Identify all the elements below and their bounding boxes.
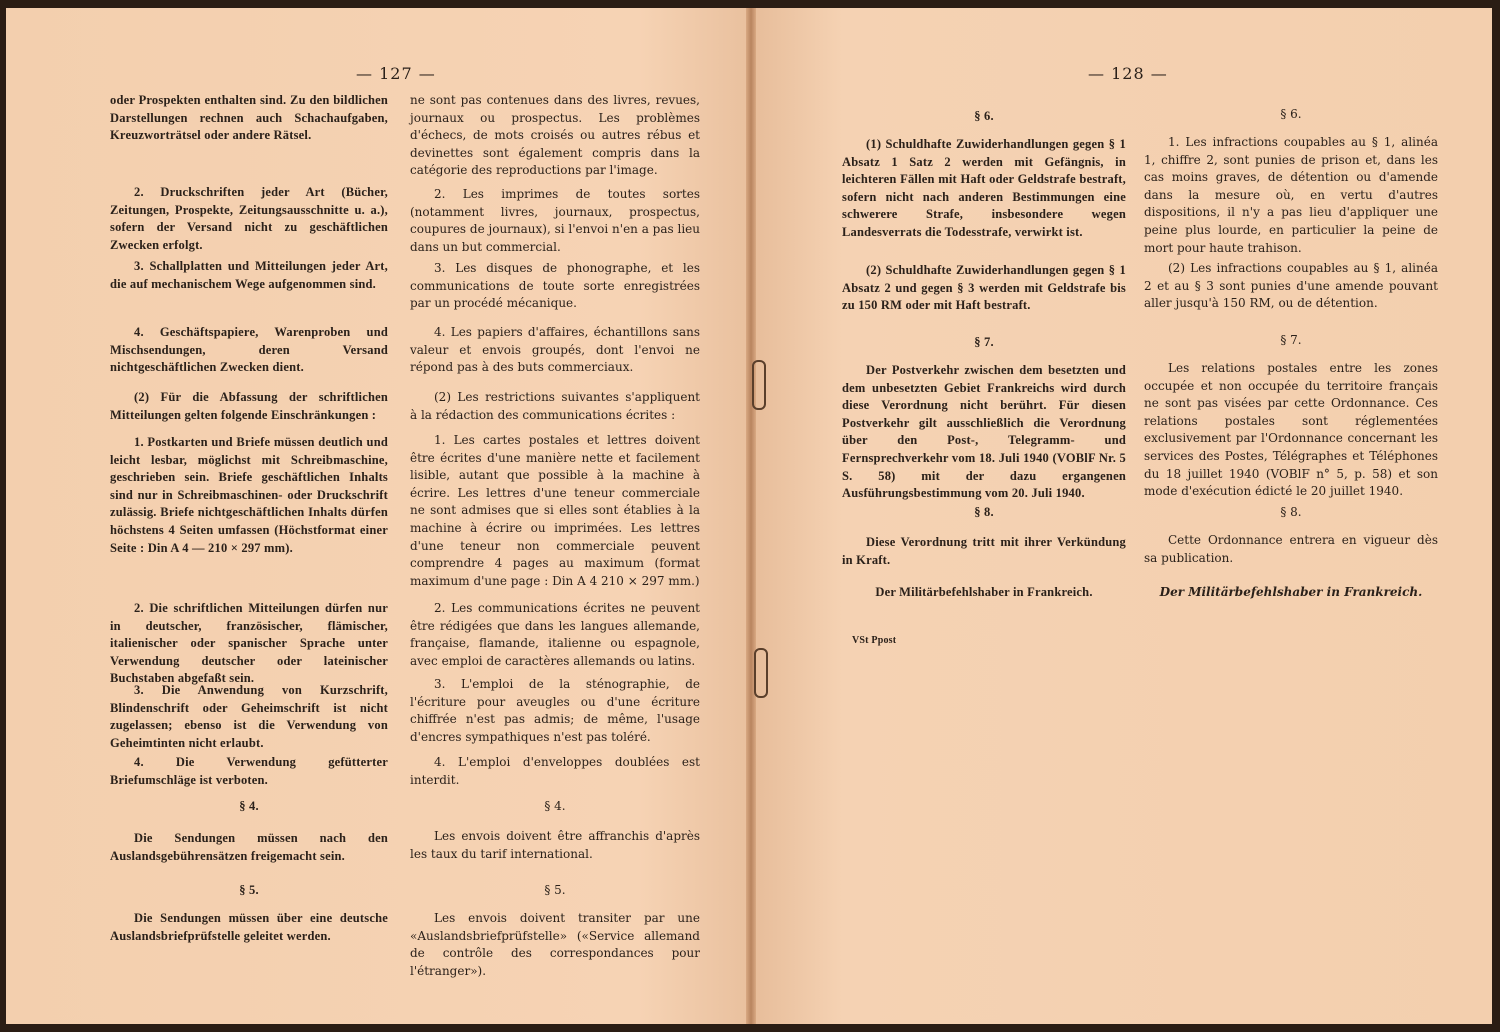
fr-left-paragraph-7: 2. Les communications écrites ne peuvent être rédigées que dans les langues allemande, française, flamande, italienne ou espagnole, avec emploi de caractères allemands ou latins.	[410, 601, 700, 668]
fr-right-section-8-heading: § 8.	[1280, 505, 1302, 519]
de-left-paragraph-7: 2. Die schriftlichen Mitteilungen dürfen nur in deutscher, französischer, flämischer, italienischer oder spanischer Sprache unter Verwendung deutscher oder lateinischer Buchstaben abgefaßt sein.	[110, 601, 388, 686]
de-left-section-4-text: Die Sendungen müssen nach den Auslandsgebührensätzen freigemacht sein.	[110, 831, 388, 863]
page-number-right: — 128 —	[1088, 64, 1168, 83]
document-spread	[6, 8, 1492, 1024]
page-gutter	[746, 8, 756, 1024]
fr-left-paragraph-8: 3. L'emploi de la sténographie, de l'écriture pour aveugles ou d'une écriture chiffrée n'est pas admis; de même, l'usage d'encres sympathiques n'est pas toléré.	[410, 677, 700, 744]
de-left-paragraph-5: (2) Für die Abfassung der schriftlichen Mitteilungen gelten folgende Einschränkungen :	[110, 390, 388, 422]
de-right-section-8-heading: § 8.	[974, 505, 994, 519]
fr-right-section-6-heading: § 6.	[1280, 107, 1302, 121]
de-right-reference-mark: VSt Ppost	[852, 635, 897, 646]
de-right-section-8-text: Diese Verordnung tritt mit ihrer Verkündung in Kraft.	[842, 535, 1126, 567]
staple-top	[752, 360, 766, 410]
fr-left-paragraph-9: 4. L'emploi d'enveloppes doublées est interdit.	[410, 755, 700, 787]
de-left-paragraph-8: 3. Die Anwendung von Kurzschrift, Blindenschrift oder Geheimschrift ist nicht zugelassen; ebenso ist die Verwendung von Geheimtinten nicht erlaubt.	[110, 683, 388, 750]
fr-left-section-5-heading: § 5.	[544, 883, 566, 897]
fr-left-paragraph-1: ne sont pas contenues dans des livres, revues, journaux ou prospectus. Les problèmes d'échecs, de mots croisés ou autres rébus et devinettes sont également compris dans la catégorie des reproductions par l'image.	[410, 93, 700, 178]
de-left-paragraph-3: 3. Schallplatten und Mitteilungen jeder Art, die auf mechanischem Wege aufgenommen sind.	[110, 259, 388, 291]
fr-left-section-5-text: Les envois doivent transiter par une «Auslandsbriefprüfstelle» («Service allemand de contrôle des correspondances pour l'étranger»).	[410, 911, 700, 978]
fr-right-signature: Der Militärbefehlshaber in Frankreich.	[1159, 585, 1423, 599]
fr-left-paragraph-6: 1. Les cartes postales et lettres doivent être écrites d'une manière nette et facilement lisible, autant que possible à la machine à écrire. Les lettres d'une teneur commerciale ne sont admises que si elles sont établies à la machine à écrire ou imprimées. Les lettres d'une teneur non commerciale peuvent comprendre 4 pages au maximum (format maximum d'une page : Din A 4 210 × 297 mm.)	[410, 433, 700, 588]
fr-left-paragraph-3: 3. Les disques de phonographe, et les communications de toute sorte enregistrées par un procédé mécanique.	[410, 261, 700, 311]
de-left-paragraph-1: oder Prospekten enthalten sind. Zu den bildlichen Darstellungen rechnen auch Schachaufgaben, Kreuzworträtsel oder andere Rätsel.	[110, 93, 388, 143]
fr-right-section-7-heading: § 7.	[1280, 333, 1302, 347]
de-right-section-6-heading: § 6.	[974, 109, 994, 123]
fr-right-section-7-text: Les relations postales entre les zones occupée et non occupée du territoire français ne sont pas visées par cette Ordonnance. Ces relations postales sont réglementées exclusivement par l'Ordonnance concernant les services des Postes, Télégraphes et Téléphones du 18 juillet 1940 (VOBlF n° 5, p. 58) et son mode d'exécution édicté le 20 juillet 1940.	[1144, 361, 1438, 499]
de-right-section-6-para-2: (2) Schuldhafte Zuwiderhandlungen gegen § 1 Absatz 2 und gegen § 3 werden mit Geldstrafe bis zu 150 RM oder mit Haft bestraft.	[842, 263, 1126, 313]
fr-left-paragraph-5: (2) Les restrictions suivantes s'appliquent à la rédaction des communications écrites :	[410, 390, 700, 422]
staple-bottom	[754, 648, 768, 698]
de-left-section-5-heading: § 5.	[239, 883, 259, 897]
de-left-section-4-heading: § 4.	[239, 799, 259, 813]
de-right-section-7-text: Der Postverkehr zwischen dem besetzten und dem unbesetzten Gebiet Frankreichs wird durch diese Verordnung nicht berührt. Für diesen Postverkehr gilt ausschließlich die Verordnung über den Post-, Telegramm- und Fernsprechverkehr vom 18. Juli 1940 (VOBlF Nr. 5 S. 58) mit der dazu ergangenen Ausführungsbestimmung vom 20. Juli 1940.	[842, 363, 1126, 501]
fr-right-section-8-text: Cette Ordonnance entrera en vigueur dès sa publication.	[1144, 533, 1438, 565]
fr-left-paragraph-4: 4. Les papiers d'affaires, échantillons sans valeur et envois groupés, dont l'envoi ne répond pas à des buts commerciaux.	[410, 325, 700, 375]
de-left-paragraph-9: 4. Die Verwendung gefütterter Briefumschläge ist verboten.	[110, 755, 388, 787]
de-left-paragraph-4: 4. Geschäftspapiere, Warenproben und Mischsendungen, deren Versand nichtgeschäftlichen Zwecken dient.	[110, 325, 388, 375]
fr-left-section-4-heading: § 4.	[544, 799, 566, 813]
fr-left-paragraph-2: 2. Les imprimes de toutes sortes (notamment livres, journaux, prospectus, coupures de journaux), si l'envoi n'en a pas lieu dans un but commercial.	[410, 187, 700, 254]
de-right-section-7-heading: § 7.	[974, 335, 994, 349]
fr-right-section-6-para-1: 1. Les infractions coupables au § 1, alinéa 1, chiffre 2, sont punies de prison et, dans les cas moins graves, de détention ou d'amende dans la mesure où, en vertu d'autres dispositions, il n'y a pas lieu d'appliquer une peine plus lourde, en particulier la peine de mort pour haute trahison.	[1144, 135, 1438, 255]
page-number-left: — 127 —	[356, 64, 436, 83]
de-left-section-5-text: Die Sendungen müssen über eine deutsche Auslandsbriefprüfstelle geleitet werden.	[110, 911, 388, 943]
de-right-section-6-para-1: (1) Schuldhafte Zuwiderhandlungen gegen § 1 Absatz 1 Satz 2 werden mit Gefängnis, in leichteren Fällen mit Haft oder Geldstrafe bestraft, sofern nicht nach anderen Bestimmungen eine schwerere Strafe, insbesondere wegen Landesverrats die Todesstrafe, verwirkt ist.	[842, 137, 1126, 239]
de-right-signature: Der Militärbefehlshaber in Frankreich.	[875, 585, 1093, 599]
fr-left-section-4-text: Les envois doivent être affranchis d'après les taux du tarif international.	[410, 829, 700, 861]
fr-right-section-6-para-2: (2) Les infractions coupables au § 1, alinéa 2 et au § 3 sont punies d'une amende pouvant aller jusqu'à 150 RM, ou de détention.	[1144, 261, 1438, 311]
de-left-paragraph-2: 2. Druckschriften jeder Art (Bücher, Zeitungen, Prospekte, Zeitungsausschnitte u. a.), sofern der Versand nicht zu geschäftlichen Zwecken erfolgt.	[110, 185, 388, 252]
de-left-paragraph-6: 1. Postkarten und Briefe müssen deutlich und leicht lesbar, möglichst mit Schreibmaschine, geschrieben sein. Briefe geschäftlichen Inhalts sind nur in Schreibmaschinen- oder Druckschrift zulässig. Briefe nichtgeschäftlichen Inhalts dürfen höchstens 4 Seiten umfassen (Höchstformat einer Seite : Din A 4 — 210 × 297 mm).	[110, 435, 388, 555]
